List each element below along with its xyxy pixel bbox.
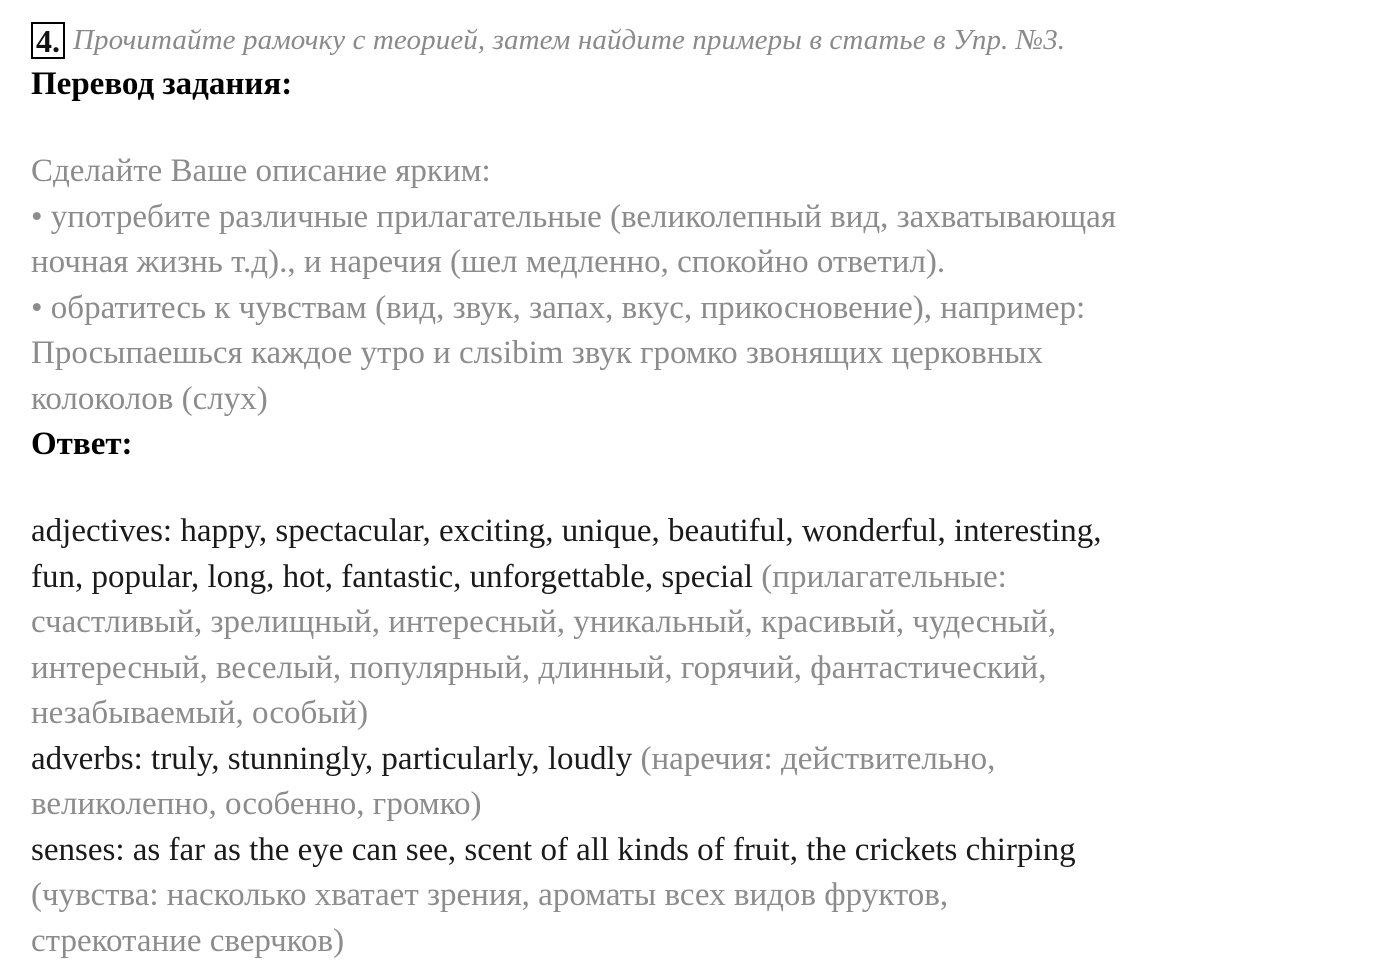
adverbs-line [31, 737, 1361, 783]
translation-line: Сделайте Ваше описание ярким: [31, 149, 1361, 195]
adverbs-russian: (наречия: действительно, [632, 741, 995, 777]
adjectives-line: adjectives: happy, spectacular, exciting, unique, beautiful, wonderful, interesting, [31, 509, 1361, 555]
adverbs-english: adverbs: truly, stunningly, particularly, loudly [31, 741, 632, 777]
translation-line: колоколов (слух) [31, 377, 1361, 423]
translation-line: • обратитесь к чувствам (вид, звук, запах, вкус, прикосновение), например: [31, 286, 1361, 332]
adjectives-line [31, 555, 1361, 601]
answer-heading: Ответ: [31, 422, 1361, 467]
adverbs-russian-line: великолепно, особенно, громко) [31, 782, 1361, 828]
senses-line: senses: as far as the eye can see, scent of all kinds of fruit, the crickets chirping [31, 828, 1361, 874]
adjectives-russian-line: счастливый, зрелищный, интересный, уникальный, красивый, чудесный, [31, 600, 1361, 646]
translation-heading: Перевод задания: [31, 62, 1361, 107]
adjectives-russian: (прилагательные: [753, 559, 1007, 595]
adjectives-russian-line: интересный, веселый, популярный, длинный, горячий, фантастический, [31, 646, 1361, 692]
translation-line: Просыпаешься каждое утро и слsibim звук громко звонящих церковных [31, 331, 1361, 377]
answer-text [31, 509, 1361, 964]
translation-line: • употребите различные прилагательные (великолепный вид, захватывающая [31, 195, 1361, 241]
senses-russian-line: стрекотание сверчков) [31, 919, 1361, 964]
exercise-instruction: Прочитайте рамочку с теорией, затем найдите примеры в статье в Упр. №3. [73, 24, 1065, 57]
translation-text [31, 149, 1361, 422]
translation-line: ночная жизнь т.д)., и наречия (шел медленно, спокойно ответил). [31, 240, 1361, 286]
adjectives-english: fun, popular, long, hot, fantastic, unforgettable, special [31, 559, 753, 595]
exercise-number: 4. [31, 22, 65, 59]
exercise-header [31, 18, 1361, 62]
senses-russian-line: (чувства: насколько хватает зрения, ароматы всех видов фруктов, [31, 873, 1361, 919]
exercise-page [31, 18, 1361, 964]
adjectives-russian-line: незабываемый, особый) [31, 691, 1361, 737]
